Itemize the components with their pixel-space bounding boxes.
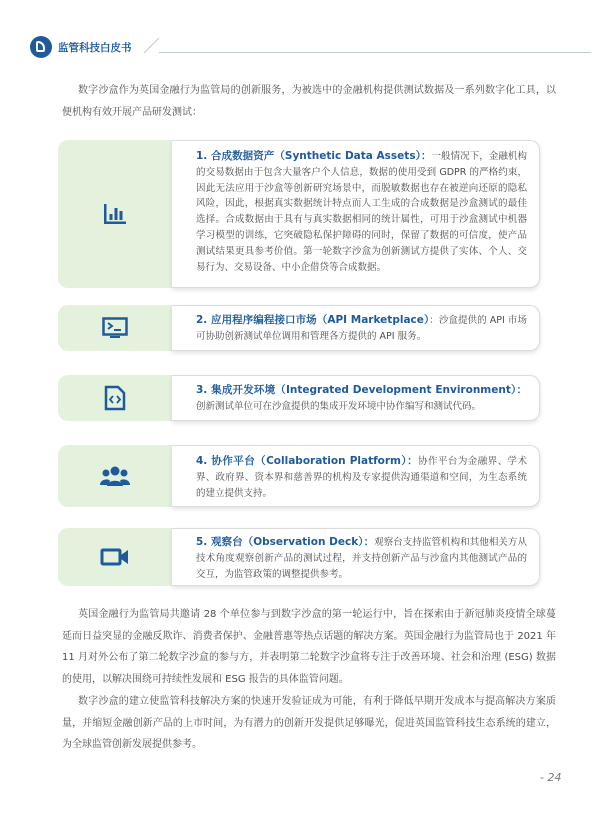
card-icon-box [58, 140, 172, 288]
card-observation-deck [58, 528, 540, 586]
page-header [30, 36, 590, 60]
card-description: 观察台支持监管机构和其他相关方从技术角度观察创新产品的测试过程，并支持创新产品与沙盒内其他测试产品的交互，为监管政策的调整提供参考。 [196, 537, 527, 580]
body-paragraph-2: 英国金融行为监管局共邀请 28 个单位参与到数字沙盒的第一轮运行中，旨在探索由于新冠肺炎疫情全球蔓延而日益突显的金融反欺诈、消费者保护、金融普惠等热点话题的解决方案。英国金融行为监管局也于 2021 年 11 月对外公布了第二轮数字沙盒的参与方，并表明第二轮数字沙盒将专注于改善环境、社会和治理 (ESG) 数据的使用，以解决围绕可持续性发展和 ESG 报告的具体监管问题。 [62, 609, 556, 685]
logo-icon [30, 36, 52, 58]
card-icon-box [58, 528, 172, 586]
terminal-window-icon [102, 317, 128, 339]
card-title: 4. 协作平台（Collaboration Platform）： [196, 455, 419, 467]
card-description: ：沙盒提供的 API 市场可协助创新测试单位调用和管理各方提供的 API 服务。 [196, 315, 528, 342]
code-file-icon [104, 385, 126, 411]
header-title: 监管科技白皮书 [58, 42, 132, 54]
card-text [196, 383, 527, 415]
page-number: - 24 [540, 771, 562, 784]
card-icon-box [58, 305, 172, 351]
card-body [172, 375, 540, 421]
card-ide [58, 375, 540, 421]
card-api-marketplace [58, 305, 540, 351]
card-title: 5. 观察台（Observation Deck）： [196, 536, 375, 548]
card-text [196, 454, 527, 501]
card-synthetic-data [58, 140, 540, 288]
header-divider-icon [142, 37, 162, 57]
card-text [196, 535, 527, 582]
card-text [196, 149, 527, 275]
card-title: 3. 集成开发环境（Integrated Development Environment）： [196, 384, 527, 396]
video-camera-icon [100, 547, 130, 567]
header-rule [159, 52, 591, 53]
people-group-icon [99, 465, 131, 487]
intro-paragraph: 数字沙盒作为英国金融行为监管局的创新服务，为被选中的金融机构提供测试数据及一系列数字化工具，以便机构有效开展产品研发测试： [62, 85, 556, 118]
card-body [172, 445, 540, 507]
card-icon-box [58, 375, 172, 421]
bar-chart-icon [102, 202, 128, 226]
card-description: 创新测试单位可在沙盒提供的集成开发环境中协作编写和测试代码。 [196, 400, 482, 412]
card-body [172, 140, 540, 288]
card-title: 2. 应用程序编程接口市场（API Marketplace） [196, 314, 430, 326]
card-title: 1. 合成数据资产（Synthetic Data Assets）： [196, 150, 432, 162]
card-text [196, 313, 527, 345]
body-paragraph-3: 数字沙盒的建立使监管科技解决方案的快速开发验证成为可能，有利于降低早期开发成本与提高解决方案质量，并缩短金融创新产品的上市时间，为有潜力的创新开发提供足够曝光，促进英国监管科技生态系统的建立，为全球监管创新发展提供参考。 [62, 696, 556, 750]
card-body [172, 528, 540, 586]
card-icon-box [58, 445, 172, 507]
card-collaboration-platform [58, 445, 540, 507]
card-description: 一般情况下，金融机构的交易数据由于包含大量客户个人信息，数据的使用受到 GDPR 的严格约束，因此无法应用于沙盒等创新研究场景中，而脱敏数据也存在被逆向还原的隐私风险，因此，根据真实数据统计特点而人工生成的合成数据是沙盒测试的最佳选择。合成数据由于具有与真实数据相同的统计属性，可用于沙盒测试中机器学习模型的训练，它突破隐私保护障碍的同时，保留了数据的可信度，使产品测试结果更具参考价值。第一轮数字沙盒为创新测试方提供了实体、个人、交易行为、交易设备、中小企借贷等合成数据。 [196, 151, 527, 273]
card-description: 协作平台为金融界、学术界、政府界、资本界和慈善界的机构及专家提供沟通渠道和空间，为生态系统的建立提供支持。 [196, 456, 527, 499]
card-body [172, 305, 540, 351]
